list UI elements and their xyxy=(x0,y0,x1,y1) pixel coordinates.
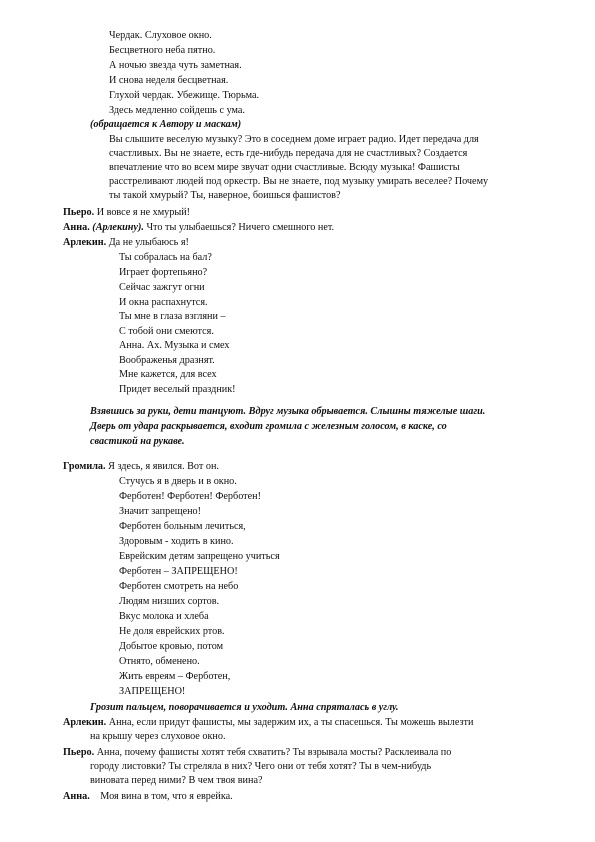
verse-line: Мне кажется, для всех xyxy=(119,369,217,380)
dialogue-line xyxy=(63,746,451,759)
speaker-name: Громила. xyxy=(63,461,106,472)
speech-line: впечатление что во всем мире звучат одни счастливые. Всюду музыка! Фашисты xyxy=(109,162,460,173)
dialogue-line xyxy=(63,716,473,729)
dialogue-text: Анна, если придут фашисты, мы задержим их, а ты спасешься. Ты можешь вылезти xyxy=(108,717,474,728)
verse-line: С тобой они смеются. xyxy=(119,326,214,337)
verse-line: Стучусь я в дверь и в окно. xyxy=(119,476,237,487)
verse-line: Играет фортепьяно? xyxy=(119,267,208,278)
verse-line: Добытое кровью, потом xyxy=(119,641,224,652)
dialogue-continuation: городу листовки? Ты стреляла в них? Чего они от тебя хотят? Ты в чем-нибудь xyxy=(90,761,432,772)
verse-line: Не доля еврейских ртов. xyxy=(119,626,225,637)
verse-line: Воображенья дразнят. xyxy=(119,355,215,366)
stage-direction: Грозит пальцем, поворачивается и уходит. Анна спряталась в углу. xyxy=(90,702,399,713)
verse-line: Глухой чердак. Убежище. Тюрьма. xyxy=(109,90,260,101)
dialogue-text: Анна, почему фашисты хотят тебя схватить? Ты взрывала мосты? Расклеивала по xyxy=(96,747,452,758)
verse-line: ЗАПРЕЩЕНО! xyxy=(119,686,186,697)
dialogue-line xyxy=(63,236,189,249)
speaker-name: Арлекин. xyxy=(63,237,107,248)
verse-line: А ночью звезда чуть заметная. xyxy=(109,60,242,71)
stage-direction-line: Взявшись за руки, дети танцуют. Вдруг музыка обрывается. Слышны тяжелые шаги. xyxy=(90,406,486,417)
dialogue-continuation: на крышу через слуховое окно. xyxy=(90,731,226,742)
verse-line: И окна распахнутся. xyxy=(119,297,208,308)
verse-line: Здоровым - ходить в кино. xyxy=(119,536,234,547)
verse-line: Анна. Ах. Музыка и смех xyxy=(119,340,230,351)
speaker-name: Анна. xyxy=(63,791,90,802)
verse-line: Ты мне в глаза взгляни – xyxy=(119,311,226,322)
verse-line: Ферботен! Ферботен! Ферботен! xyxy=(119,491,261,502)
speaker-name: Пьеро. xyxy=(63,207,95,218)
speaker-name: Арлекин. xyxy=(63,717,107,728)
dialogue-text: Да не улыбаюсь я! xyxy=(108,237,189,248)
verse-line: Ферботен смотреть на небо xyxy=(119,581,239,592)
speech-line: Вы слышите веселую музыку? Это в соседнем доме играет радио. Идет передача для xyxy=(109,134,479,145)
speech-line: счастливых. Вы не знаете, есть где-нибудь передача для не счастливых? Создается xyxy=(109,148,468,159)
verse-line: Здесь медленно сойдешь с ума. xyxy=(109,105,245,116)
stage-direction-line: свастикой на рукаве. xyxy=(90,436,185,447)
verse-line: Людям низших сортов. xyxy=(119,596,220,607)
verse-line: Ферботен больным лечиться, xyxy=(119,521,246,532)
dialogue-text: Что ты улыбаешься? Ничего смешного нет. xyxy=(146,222,335,233)
dialogue-text: Я здесь, я явился. Вот он. xyxy=(108,461,219,472)
stage-direction: (обращается к Автору и маскам) xyxy=(90,119,242,130)
dialogue-line xyxy=(63,460,219,473)
verse-line: Вкус молока и хлеба xyxy=(119,611,209,622)
dialogue-line xyxy=(63,790,233,803)
stage-direction-line: Дверь от удара раскрывается, входит громила с железным голосом, в каске, со xyxy=(90,421,447,432)
dialogue-text: И вовсе я не хмурый! xyxy=(96,207,191,218)
verse-line: Чердак. Слуховое окно. xyxy=(109,30,212,41)
verse-line: Жить евреям – Ферботен, xyxy=(119,671,231,682)
verse-line: Значит запрещено! xyxy=(119,506,202,517)
speaker-name: Пьеро. xyxy=(63,747,95,758)
dialogue-line xyxy=(63,206,190,219)
verse-line: Отнято, обменено. xyxy=(119,656,200,667)
verse-line: Еврейским детям запрещено учиться xyxy=(119,551,280,562)
verse-line: И снова неделя бесцветная. xyxy=(109,75,229,86)
verse-line: Ферботен – ЗАПРЕЩЕНО! xyxy=(119,566,238,577)
dialogue-text: Моя вина в том, что я еврейка. xyxy=(100,791,233,802)
speech-line: расстреливают людей под оркестр. Вы не знаете, под музыку умирать веселее? Почему xyxy=(109,176,489,187)
stage-direction: (Арлекину). xyxy=(92,222,144,233)
dialogue-line xyxy=(63,221,334,234)
speech-line: ты такой хмурый? Ты, наверное, боишься фашистов? xyxy=(109,190,341,201)
verse-line: Сейчас зажгут огни xyxy=(119,282,205,293)
speaker-name: Анна. xyxy=(63,222,90,233)
verse-line: Бесцветного неба пятно. xyxy=(109,45,216,56)
verse-line: Ты собралась на бал? xyxy=(119,252,212,263)
verse-line: Придет веселый праздник! xyxy=(119,384,236,395)
dialogue-continuation: виновата перед ними? В чем твоя вина? xyxy=(90,775,263,786)
